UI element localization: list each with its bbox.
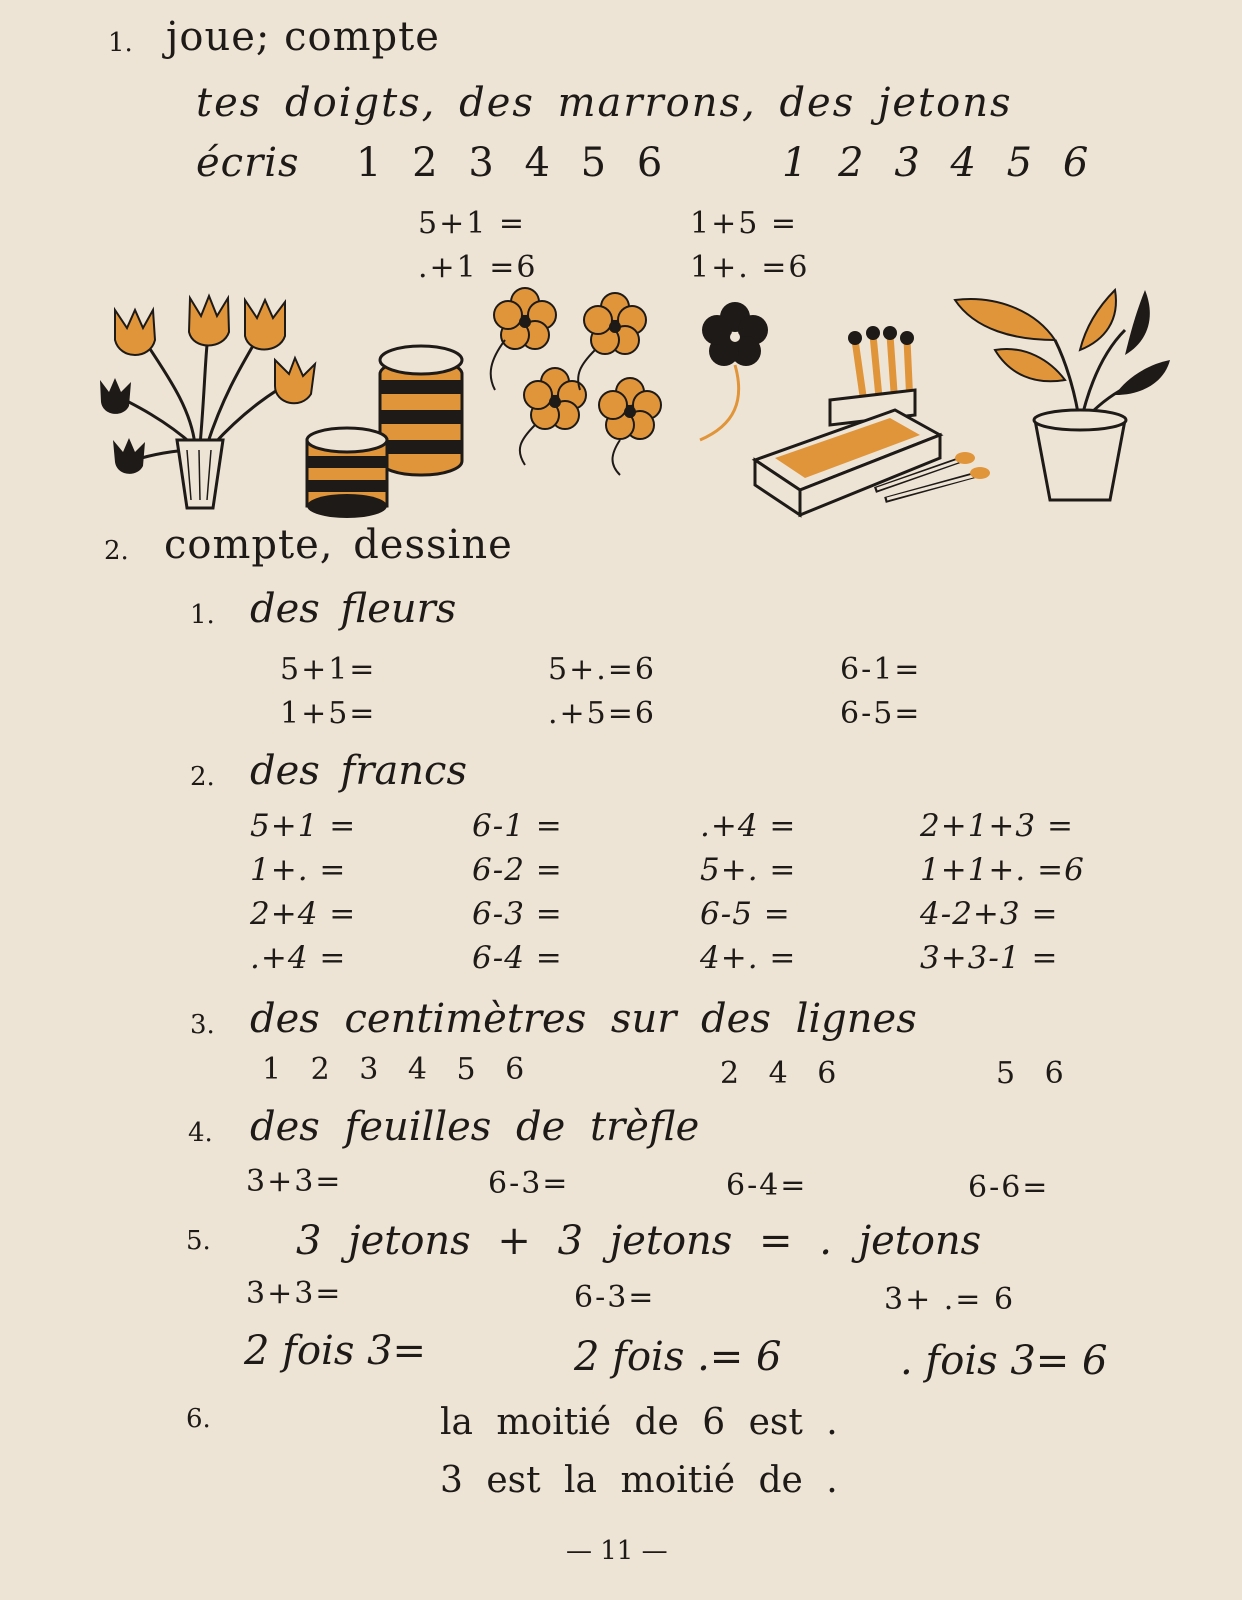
- equation: 5+.=6: [548, 652, 656, 687]
- equation: 5+1=: [280, 652, 377, 687]
- section-heading: compte, dessine: [164, 522, 513, 568]
- digits-italic: 1 2 3 4 5 6: [782, 140, 1089, 186]
- equation: 1+1+. =6: [920, 852, 1085, 888]
- subsection-number: 4.: [188, 1118, 213, 1148]
- flowers-icon: [491, 288, 661, 475]
- page-number: — 11 —: [566, 1536, 668, 1566]
- write-label: écris: [196, 140, 300, 186]
- equation: 3+ .= 6: [884, 1282, 1016, 1317]
- black-flower-icon: [700, 302, 768, 440]
- number-sequence: 2 4 6: [720, 1056, 837, 1091]
- equation: 6-3=: [488, 1166, 570, 1201]
- subsection-number: 3.: [190, 1010, 215, 1040]
- digits-upright: 1 2 3 4 5 6: [356, 140, 663, 186]
- equation: 6-5 =: [700, 896, 791, 932]
- subsection-number: 2.: [190, 762, 215, 792]
- equation: .+4 =: [250, 940, 347, 976]
- equation: 6-1 =: [472, 808, 563, 844]
- fois-equation: . fois 3= 6: [900, 1338, 1108, 1384]
- equation: 6-6=: [968, 1170, 1050, 1205]
- subsection-title: des centimètres sur des lignes: [250, 996, 917, 1042]
- subsection-title: 3 jetons + 3 jetons = . jetons: [296, 1218, 982, 1264]
- equation: 3+3=: [246, 1276, 343, 1311]
- equation: 1+. =6: [690, 250, 810, 285]
- subsection-number: 5.: [186, 1226, 211, 1256]
- coin-stack-icon: [307, 346, 462, 518]
- equation: 6-3 =: [472, 896, 563, 932]
- fois-equation: 2 fois .= 6: [574, 1334, 782, 1380]
- equation: 6-4 =: [472, 940, 563, 976]
- equation: 6-1=: [840, 652, 922, 687]
- matchbox-icon: [755, 326, 990, 515]
- section-heading: joue; compte: [166, 14, 440, 60]
- section-number: 1.: [108, 28, 133, 58]
- equation: 5+. =: [700, 852, 797, 888]
- number-sequence: 5 6: [996, 1056, 1064, 1091]
- tulips-vase-icon: [100, 296, 315, 508]
- section-subtitle: tes doigts, des marrons, des jetons: [196, 80, 1013, 126]
- equation: 3+3-1 =: [920, 940, 1059, 976]
- fois-equation: 2 fois 3=: [244, 1328, 427, 1374]
- equation: 2+1+3 =: [920, 808, 1074, 844]
- potted-plant-icon: [955, 290, 1170, 500]
- section-number: 2.: [104, 536, 129, 566]
- equation: .+5=6: [548, 696, 656, 731]
- subsection-number: 1.: [190, 600, 215, 630]
- equation: 4+. =: [700, 940, 797, 976]
- equation: 6-3=: [574, 1280, 656, 1315]
- text-line: 3 est la moitié de .: [440, 1460, 838, 1501]
- subsection-number: 6.: [186, 1404, 211, 1434]
- equation: 1+5 =: [690, 206, 798, 241]
- equation: 1+. =: [250, 852, 347, 888]
- equation: 6-4=: [726, 1168, 808, 1203]
- equation: .+1 =6: [418, 250, 538, 285]
- number-sequence: 1 2 3 4 5 6: [262, 1052, 525, 1087]
- illustration-strip: [95, 280, 1185, 530]
- subsection-title: des fleurs: [250, 586, 457, 632]
- equation: 4-2+3 =: [920, 896, 1059, 932]
- equation: 2+4 =: [250, 896, 357, 932]
- equation: 3+3=: [246, 1164, 343, 1199]
- equation: 5+1 =: [250, 808, 357, 844]
- equation: .+4 =: [700, 808, 797, 844]
- text-line: la moitié de 6 est .: [440, 1402, 838, 1443]
- equation: 5+1 =: [418, 206, 526, 241]
- equation: 6-5=: [840, 696, 922, 731]
- subsection-title: des feuilles de trèfle: [250, 1104, 700, 1150]
- equation: 6-2 =: [472, 852, 563, 888]
- subsection-title: des francs: [250, 748, 467, 794]
- equation: 1+5=: [280, 696, 377, 731]
